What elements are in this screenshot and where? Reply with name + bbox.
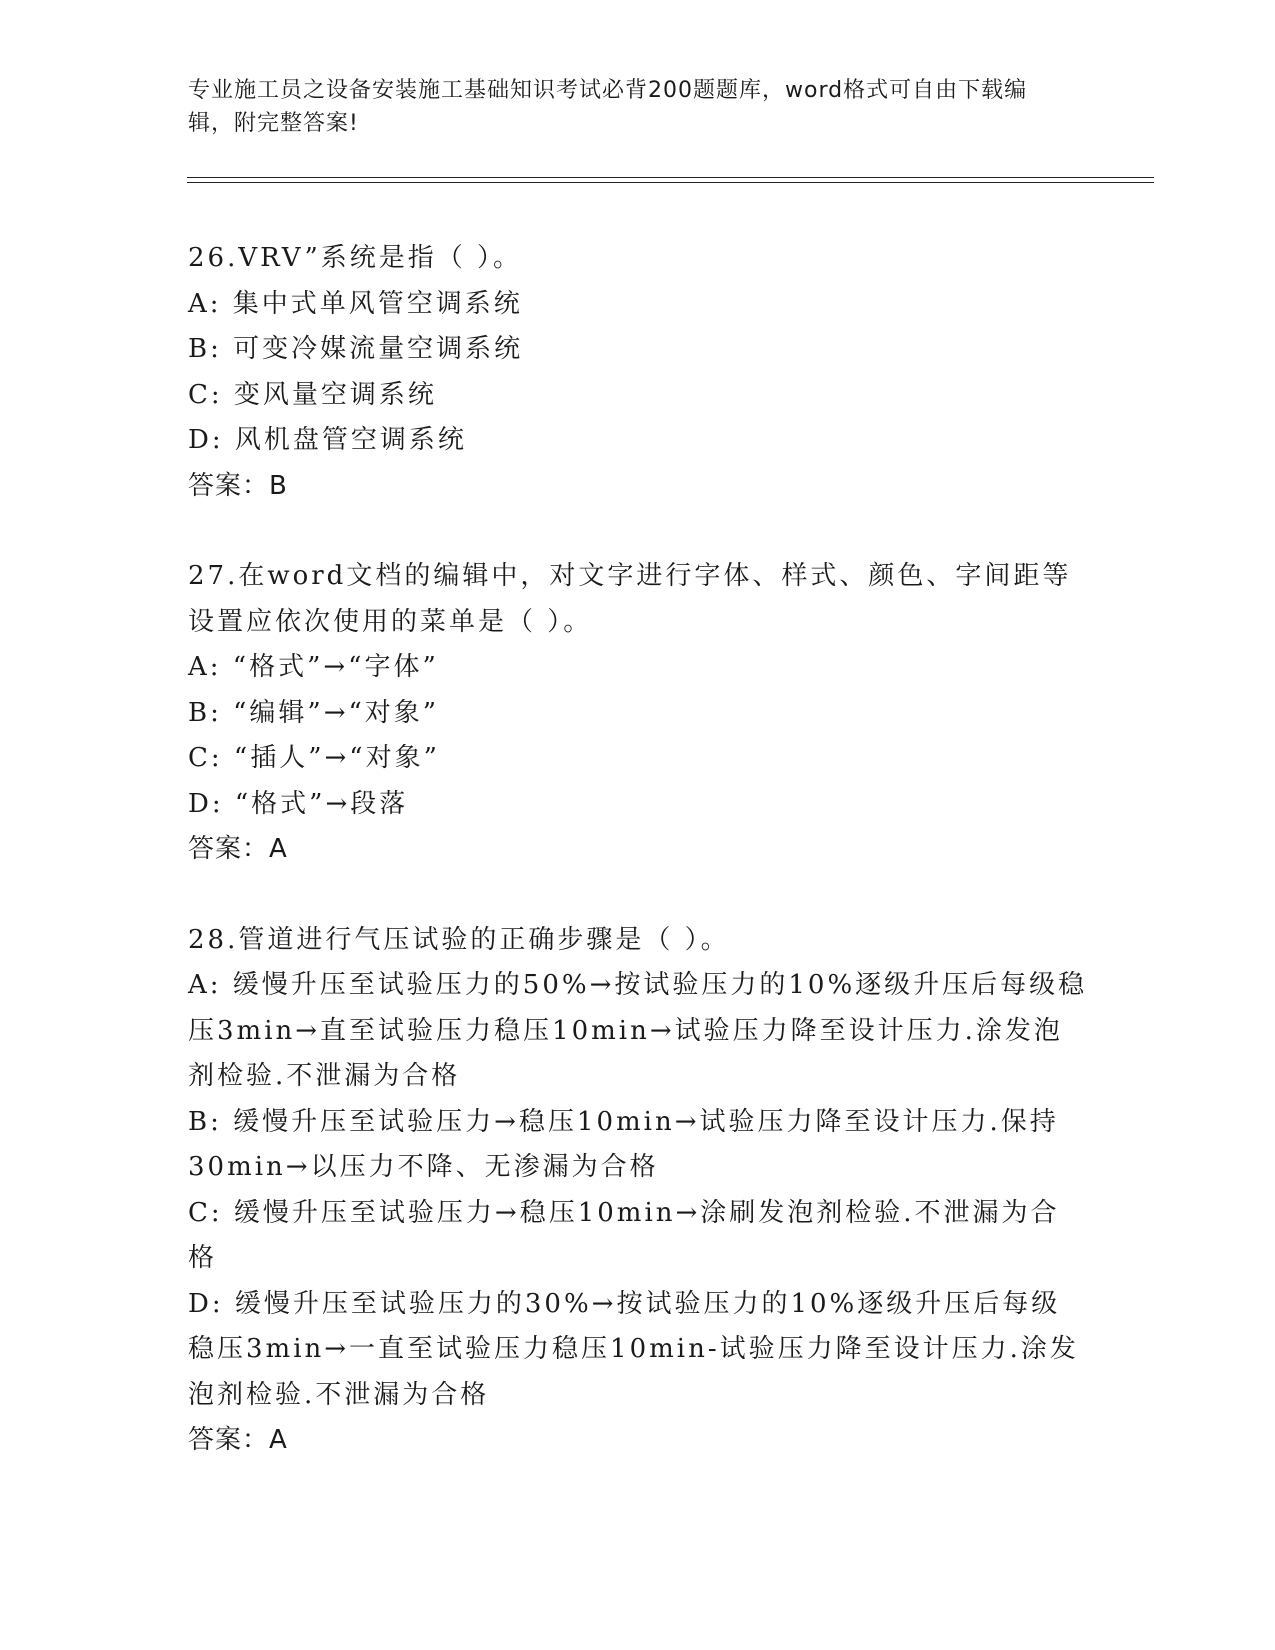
document-header	[188, 74, 1068, 140]
question-stem: 27.在word文档的编辑中，对文字进行字体、样式、颜色、字间距等设置应依次使用的菜单是（ ）。	[188, 561, 1072, 637]
answer-line: 答案：A	[188, 1425, 288, 1455]
question-stem: 28.管道进行气压试验的正确步骤是（ ）。	[188, 924, 730, 955]
option-a: A: “格式”→“字体”	[188, 652, 439, 682]
option-b: B: 可变冷媒流量空调系统	[188, 334, 524, 364]
question-list	[188, 236, 1088, 1509]
option-a: A: 集中式单风管空调系统	[188, 288, 523, 319]
question-stem: 26.VRV”系统是指（ ）。	[188, 243, 523, 273]
option-d: D: 缓慢升压至试验压力的30%→按试验压力的10%逐级升压后每级稳压3min→一直至试验压力稳压10min-试验压力降至设计压力.涂发泡剂检验.不泄漏为合格	[188, 1288, 1079, 1410]
option-b: B: “编辑”→“对象”	[188, 697, 440, 728]
option-b: B: 缓慢升压至试验压力→稳压10min→试验压力降至设计压力.保持30min→以压力不降、无渗漏为合格	[188, 1106, 1059, 1182]
question-27	[188, 554, 1088, 873]
question-28	[188, 918, 1088, 1464]
option-c: C: 变风量空调系统	[188, 379, 437, 410]
answer-line: 答案：B	[188, 470, 288, 501]
option-c: C: 缓慢升压至试验压力→稳压10min→涂刷发泡剂检验.不泄漏为合格	[188, 1197, 1060, 1273]
option-a: A: 缓慢升压至试验压力的50%→按试验压力的10%逐级升压后每级稳压3min→直至试验压力稳压10min→试验压力降至设计压力.涂发泡剂检验.不泄漏为合格	[188, 970, 1088, 1091]
answer-line: 答案：A	[188, 834, 288, 864]
header-title: 专业施工员之设备安装施工基础知识考试必背200题题库，word格式可自由下载编辑，附完整答案!	[188, 78, 1028, 136]
option-c: C: “插人”→“对象”	[188, 743, 440, 773]
option-d: D: 风机盘管空调系统	[188, 425, 467, 455]
option-d: D: “格式”→段落	[188, 788, 409, 819]
header-divider-bottom	[187, 182, 1154, 183]
question-26	[188, 236, 1088, 509]
header-divider-top	[187, 177, 1154, 178]
